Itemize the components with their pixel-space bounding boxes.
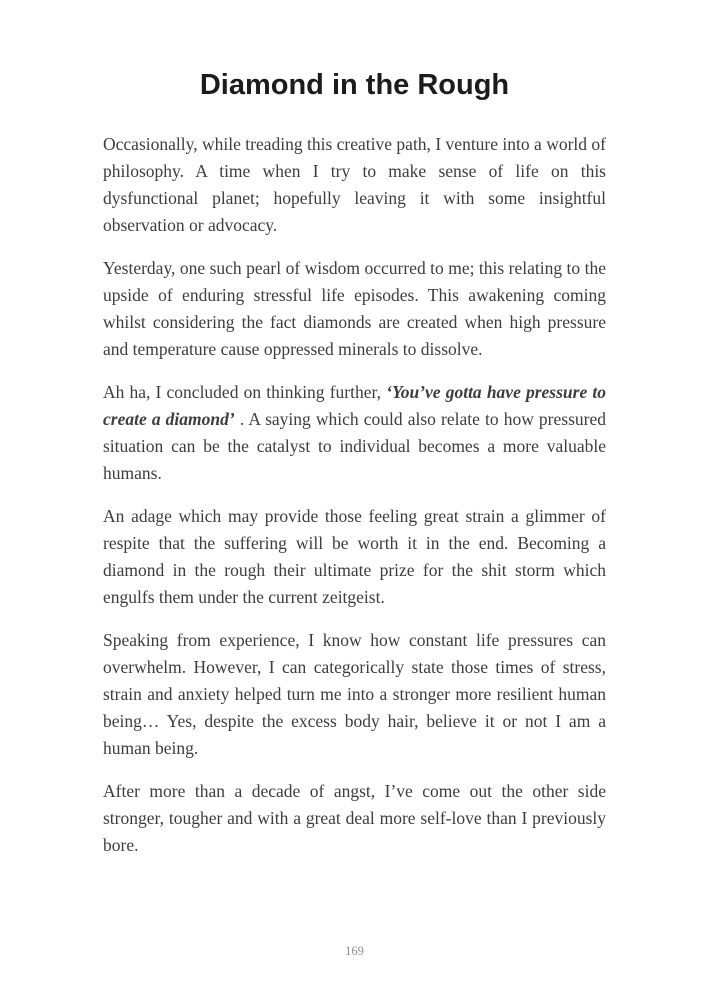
- document-body: [103, 131, 606, 859]
- text-segment: . A saying which could also relate to how pressured situation can be the catalyst to individual becomes a more valuable humans.: [103, 409, 606, 483]
- paragraph: An adage which may provide those feeling great strain a glimmer of respite that the suffering will be worth it in the end. Becoming a diamond in the rough their ultimate prize for the shit storm which engulfs them under the current zeitgeist.: [103, 506, 606, 607]
- text-segment: Ah ha, I concluded on thinking further,: [103, 382, 387, 402]
- page-title: Diamond in the Rough: [199, 69, 510, 101]
- paragraph: Speaking from experience, I know how constant life pressures can overwhelm. However, I can categorically state those times of stress, strain and anxiety helped turn me into a stronger more resilient human being… Yes, despite the excess body hair, believe it or not I am a human being.: [103, 630, 606, 758]
- page-number: 169: [345, 944, 364, 958]
- paragraph: After more than a decade of angst, I’ve come out the other side stronger, tougher and with a great deal more self-love than I previously bore.: [103, 781, 606, 855]
- quote-emphasis: ‘You’ve gotta have pressure to create a diamond’: [103, 382, 606, 429]
- paragraph: [103, 379, 606, 487]
- paragraph: Occasionally, while treading this creative path, I venture into a world of philosophy. A time when I try to make sense of life on this dysfunctional planet; hopefully leaving it with some insightful observation or advocacy.: [103, 134, 606, 235]
- paragraph: Yesterday, one such pearl of wisdom occurred to me; this relating to the upside of enduring stressful life episodes. This awakening coming whilst considering the fact diamonds are created when high pressure and temperature cause oppressed minerals to dissolve.: [103, 258, 606, 359]
